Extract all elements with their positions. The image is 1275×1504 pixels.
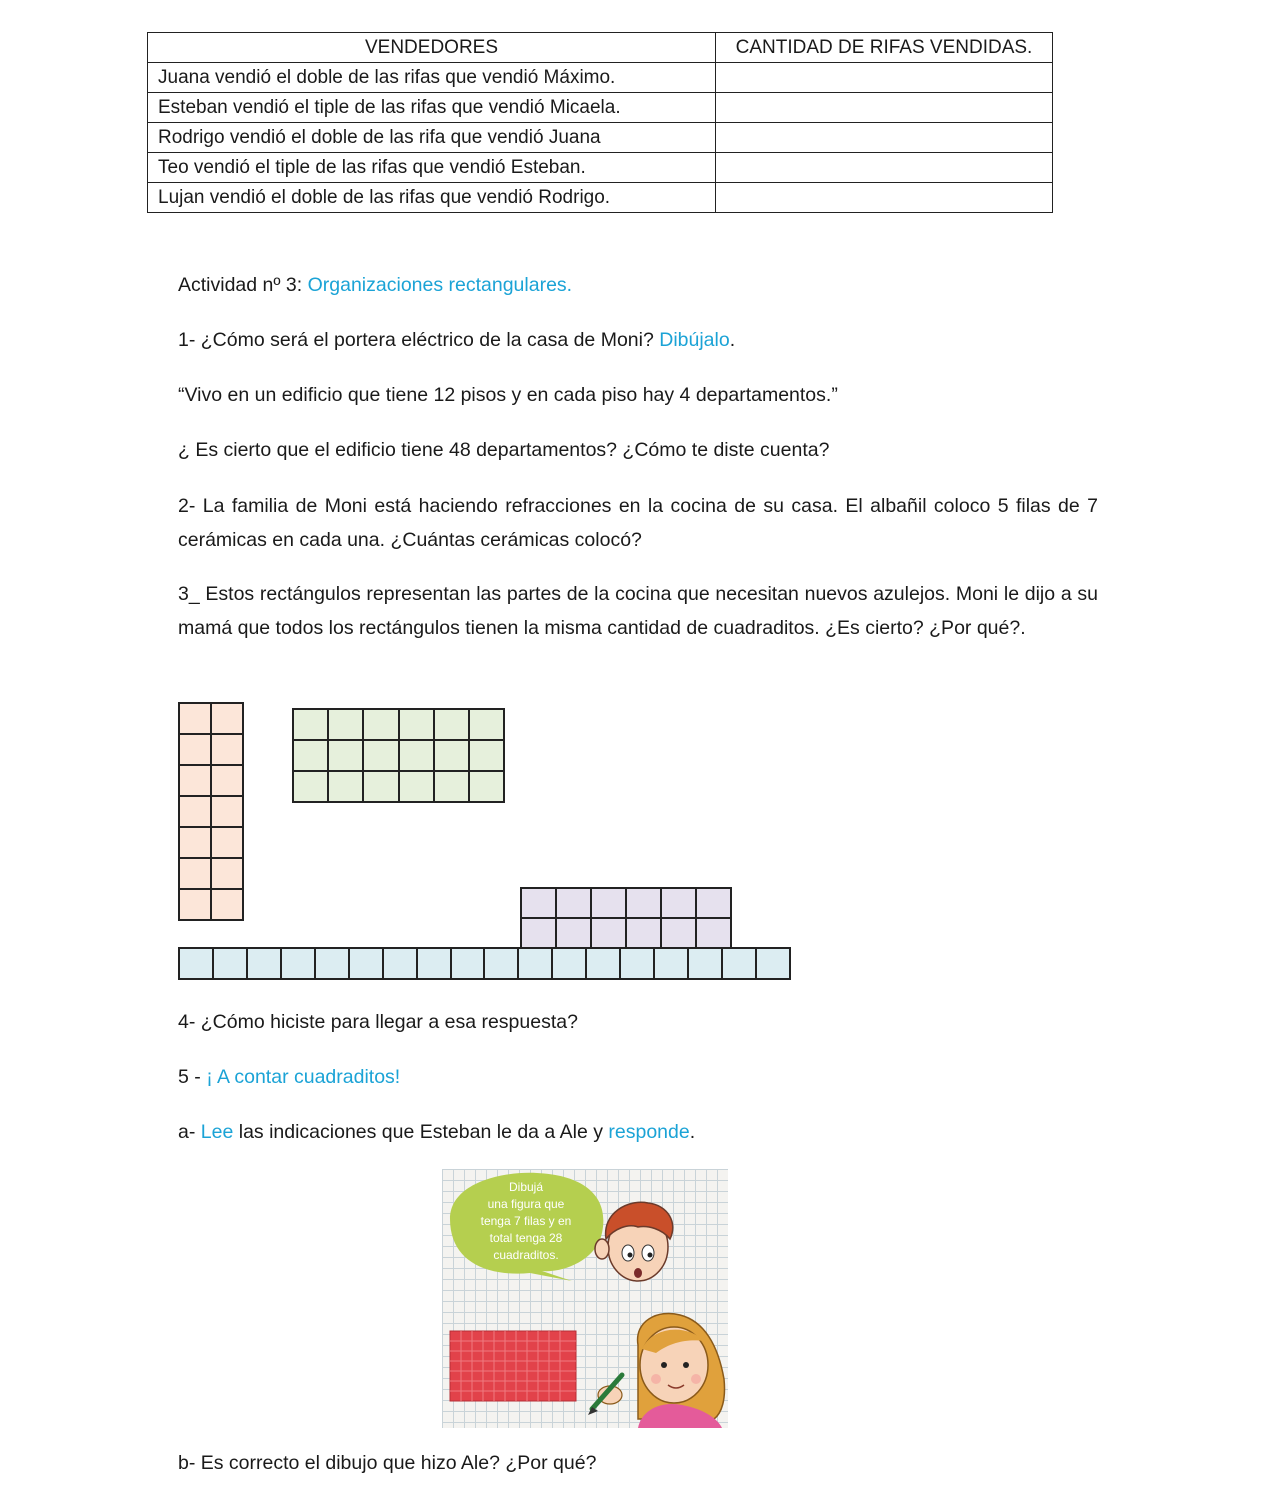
grid-cell: [626, 918, 661, 948]
grid-cell: [383, 948, 417, 979]
dibujalo-word: Dibújalo: [659, 329, 730, 351]
question-a: [178, 1115, 1098, 1149]
row-answer-cell[interactable]: [716, 153, 1053, 183]
grid-cell: [213, 948, 247, 979]
question-b: b- Es correcto el dibujo que hizo Ale? ¿Por qué?: [178, 1452, 597, 1474]
boy-face-icon: [595, 1202, 673, 1281]
question-4: 4- ¿Cómo hiciste para llegar a esa respuesta?: [178, 1011, 578, 1033]
grid-cell: [591, 888, 626, 918]
grid-cell: [211, 858, 243, 889]
red-rectangle-drawing: [450, 1331, 576, 1401]
grid-cell: [399, 771, 434, 802]
grid-cell: [586, 948, 620, 979]
grid-cell: [552, 948, 586, 979]
grid-cell: [399, 709, 434, 740]
bubble-line-1: Dibujá: [508, 1180, 544, 1194]
header-vendedores: VENDEDORES: [148, 33, 716, 63]
grid-cell: [211, 734, 243, 765]
grid-cell: [469, 740, 504, 771]
grid-cell: [211, 889, 243, 920]
question-a-prefix: a-: [178, 1121, 201, 1143]
responde-word: responde: [608, 1121, 690, 1143]
table-row: [148, 123, 1053, 153]
grid-cell: [328, 709, 363, 740]
bubble-line-5: cuadraditos.: [493, 1248, 559, 1262]
grid-cell: [556, 888, 591, 918]
table-header-row: [148, 33, 1053, 63]
grid-cell: [363, 740, 398, 771]
question-2: 2- La familia de Moni está haciendo refracciones en la cocina de su casa. El albañil coloco 5 filas de 7 cerámicas en cada una. ¿Cuántas cerámicas colocó?: [178, 495, 1098, 551]
grid-cell: [620, 948, 654, 979]
lee-word: Lee: [200, 1121, 234, 1143]
grid-cell: [179, 734, 211, 765]
girl-face-icon: [598, 1313, 725, 1428]
grid-cell: [688, 948, 722, 979]
grid-cell: [179, 827, 211, 858]
grid-cell: [756, 948, 790, 979]
row-text: Rodrigo vendió el doble de las rifa que vendió Juana: [148, 123, 716, 153]
grid-cell: [211, 827, 243, 858]
grid-cell: [363, 771, 398, 802]
illustration-svg: [442, 1169, 728, 1428]
row-answer-cell[interactable]: [716, 93, 1053, 123]
grid-cell: [417, 948, 451, 979]
activity-heading: [178, 268, 1098, 302]
grid-cell: [281, 948, 315, 979]
row-text: Teo vendió el tiple de las rifas que vendió Esteban.: [148, 153, 716, 183]
grid-cell: [179, 703, 211, 734]
question-5-prefix: 5 -: [178, 1066, 207, 1088]
grid-cell: [293, 709, 328, 740]
grid-cell: [484, 948, 518, 979]
question-5-title: ¡ A contar cuadraditos!: [206, 1066, 401, 1088]
grid-cell: [696, 918, 731, 948]
table-row: [148, 153, 1053, 183]
question-5: [178, 1060, 1098, 1094]
green-rectangle-grid: [292, 708, 505, 803]
grid-cell: [434, 709, 469, 740]
row-text: Juana vendió el doble de las rifas que vendió Máximo.: [148, 63, 716, 93]
activity-prefix: Actividad nº 3:: [178, 274, 308, 296]
row-answer-cell[interactable]: [716, 183, 1053, 213]
grid-cell: [518, 948, 552, 979]
orange-rectangle-grid: [178, 702, 244, 921]
activity-title: Organizaciones rectangulares.: [307, 274, 573, 296]
grid-cell: [179, 948, 213, 979]
question-1b: ¿ Es cierto que el edificio tiene 48 departamentos? ¿Cómo te diste cuenta?: [178, 439, 830, 461]
grid-cell: [211, 796, 243, 827]
question-1-end: .: [729, 329, 736, 351]
blue-rectangle-grid: [178, 947, 791, 980]
grid-cell: [211, 765, 243, 796]
header-cantidad: CANTIDAD DE RIFAS VENDIDAS.: [716, 33, 1053, 63]
grid-cell: [556, 918, 591, 948]
table-row: [148, 63, 1053, 93]
question-a-mid: las indicaciones que Esteban le da a Ale y: [233, 1121, 609, 1143]
grid-cell: [521, 888, 556, 918]
row-text: Lujan vendió el doble de las rifas que vendió Rodrigo.: [148, 183, 716, 213]
grid-cell: [211, 703, 243, 734]
grid-cell: [434, 771, 469, 802]
grid-cell: [315, 948, 349, 979]
table-row: [148, 93, 1053, 123]
grid-cell: [363, 709, 398, 740]
question-a-end: .: [689, 1121, 696, 1143]
grid-cell: [328, 740, 363, 771]
row-answer-cell[interactable]: [716, 123, 1053, 153]
grid-cell: [696, 888, 731, 918]
row-text: Esteban vendió el tiple de las rifas que vendió Micaela.: [148, 93, 716, 123]
question-1: [178, 323, 1098, 357]
bubble-line-2: una figura que: [487, 1197, 565, 1211]
grid-cell: [247, 948, 281, 979]
grid-cell: [434, 740, 469, 771]
grid-cell: [469, 771, 504, 802]
grid-cell: [591, 918, 626, 948]
question-3: 3_ Estos rectángulos representan las partes de la cocina que necesitan nuevos azulejos. Moni le dijo a su mamá que todos los rectángulos tienen la misma cantidad de cuadraditos. ¿Es cierto? ¿Por qué?.: [178, 583, 1098, 639]
grid-cell: [179, 765, 211, 796]
purple-rectangle-grid: [520, 887, 732, 949]
grid-cell: [293, 771, 328, 802]
grid-cell: [179, 858, 211, 889]
grid-cell: [179, 796, 211, 827]
bubble-line-4: total tenga 28: [489, 1231, 563, 1245]
grid-cell: [722, 948, 756, 979]
grid-cell: [626, 888, 661, 918]
grid-cell: [451, 948, 485, 979]
grid-cell: [328, 771, 363, 802]
table-row: [148, 183, 1053, 213]
quote: “Vivo en un edificio que tiene 12 pisos y en cada piso hay 4 departamentos.”: [178, 384, 838, 406]
bubble-line-3: tenga 7 filas y en: [480, 1214, 572, 1228]
row-answer-cell[interactable]: [716, 63, 1053, 93]
grid-cell: [179, 889, 211, 920]
question-1-text: 1- ¿Cómo será el portera eléctrico de la casa de Moni?: [178, 329, 660, 351]
grid-cell: [661, 888, 696, 918]
grid-cell: [521, 918, 556, 948]
grid-cell: [469, 709, 504, 740]
rifas-table: [147, 32, 1053, 213]
illustration: [442, 1169, 728, 1428]
grid-cell: [654, 948, 688, 979]
grid-cell: [293, 740, 328, 771]
grid-cell: [661, 918, 696, 948]
grid-cell: [399, 740, 434, 771]
grid-cell: [349, 948, 383, 979]
